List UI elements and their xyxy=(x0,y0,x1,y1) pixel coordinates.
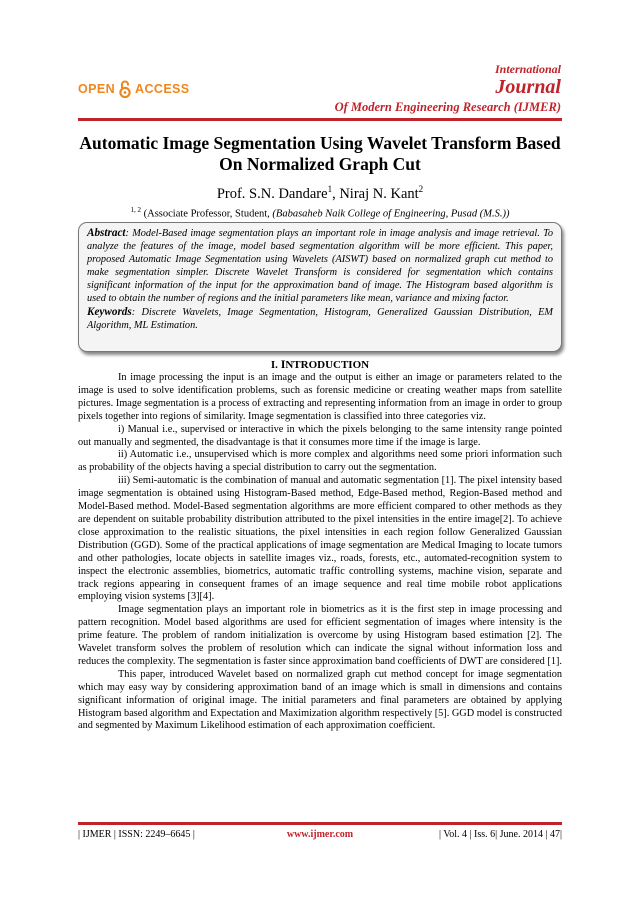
section-cap-letter: I xyxy=(280,357,286,371)
open-access-logo xyxy=(78,80,190,98)
author-1: Prof. S.N. Dandare xyxy=(216,185,328,202)
affiliation-roles: (Associate Professor, Student, xyxy=(143,208,273,220)
paragraph: i) Manual i.e., supervised or interactive in which the pixels belonging to the same intensity range pointed out manually and segmented, the disadvantage is that it consumes more time if the image is large. xyxy=(78,423,562,448)
abstract-label: Abstract xyxy=(87,227,126,239)
paragraph: iii) Semi-automatic is the combination of manual and automatic segmentation [1]. The pixel intensity based image segmentation is obtained using Histogram-Based method, Edge-Based method, Region-Based method and Model-Based method. Model-Based segmentation algorithms are more efficient compared to other methods as they are dependent on suitable probability distribution attributed to the pixel intensities in the entire image[2]. To achieve close approximation to the realistic situations, the pixel intensities in each region follow Generalized Gaussian Distribution (GGD). Some of the practical applications of image segmentation are Medical Imaging to locate tumors and other pathologies, locate objects in satellite images viz., roads, forests, etc., automated-recognition system to inspect the electronic assemblies, biometrics, automatic traffic controlling systems, machine vision, separate and track regions appearing in consequent frames of an image sequence and real time mobile robot applications employing vision systems [3][4]. xyxy=(78,475,562,603)
keywords xyxy=(87,306,553,333)
affiliation-sup: 1, 2 xyxy=(130,206,141,214)
journal-title-line1: International xyxy=(494,62,561,76)
journal-title-line3: Of Modern Engineering Research (IJMER) xyxy=(334,100,561,114)
affiliation-line xyxy=(78,206,562,220)
header-rule xyxy=(78,118,562,121)
section-heading-introduction xyxy=(78,357,562,372)
footer-issn: | IJMER | ISSN: 2249–6645 | xyxy=(78,829,195,840)
keywords-label: Keywords xyxy=(87,306,132,319)
paragraph: This paper, introduced Wavelet based on normalized graph cut method concept for image segmentation which may easy way by considering approximation band of an image which is small in dimensions and contains significant information of original image. The initial parameters and final parameters are obtained by applying Histogram based algorithm and Expectation and Maximization algorithm respectively [5]. GGD model is constructed and segmented by Maximum Likelihood estimation of each approximation coefficient. xyxy=(78,668,562,732)
author-2: Niraj N. Kant xyxy=(339,185,419,202)
introduction-body xyxy=(78,372,562,733)
abstract xyxy=(87,227,553,305)
section-number: I. xyxy=(270,359,278,371)
abstract-box xyxy=(78,222,562,352)
abstract-text: : Model-Based image segmentation plays an important role in image analysis and image retrieval. To analyze the features of the image, model based segmentation algorithm will be more efficient. This paper, proposed Automatic Image Segmentation using Wavelets (AISWT) based on normalized graph cut method to make segmentation simpler. Discrete Wavelet Transform is considered for segmentation which contains significant information of the input for the approximation band of image. The Histogram based algorithm is used to obtain the number of regions and the initial parameters like mean, variance and mixing factor. xyxy=(87,228,553,304)
paper-title: Automatic Image Segmentation Using Wavelet Transform Based On Normalized Graph Cut xyxy=(79,133,561,174)
page-footer xyxy=(78,829,562,843)
paragraph: ii) Automatic i.e., unsupervised which is more complex and algorithms need some priori information such as probability of the objects having a special distribution to carry out the segmentation. xyxy=(78,449,562,474)
open-access-lock-icon xyxy=(119,80,131,98)
author-line xyxy=(78,184,562,203)
paragraph: In image processing the input is an image and the output is either an image or parameters related to the image is used to solve identification problems, such as forensic medicine or creating weather maps from satellite pictures. Image segmentation is a process of extracting and representing information from an image in order to group pixels together into regions of similarity. Image segmentation is classified into three categories viz. xyxy=(78,372,562,422)
footer-volume-page: | Vol. 4 | Iss. 6| June. 2014 | 47| xyxy=(439,829,562,840)
access-label: ACCESS xyxy=(135,82,190,96)
author-separator: , xyxy=(332,185,340,202)
journal-title-line2: Journal xyxy=(495,76,561,98)
footer-website-link[interactable]: www.ijmer.com xyxy=(286,829,354,840)
affiliation-institution: (Babasaheb Naik College of Engineering, Pusad (M.S.)) xyxy=(272,208,510,220)
open-label: OPEN xyxy=(78,82,116,96)
paragraph: Image segmentation plays an important role in biometrics as it is the first step in image processing and pattern recognition. Model based algorithms are used for efficient segmentation of images where intensity is the prime feature. The problem of random initialization is overcome by using Histogram based estimation [2]. The Wavelet transform solves the problem of resolution which can indicate the signal without information loss and reduces the complexity. The segmentation is faster since approximation band coefficients of DWT are considered [1]. xyxy=(78,604,562,667)
author-1-sup: 1 xyxy=(327,184,333,194)
author-2-sup: 2 xyxy=(418,184,424,194)
section-title-rest: NTRODUCTION xyxy=(285,359,370,371)
keywords-text: : Discrete Wavelets, Image Segmentation, Histogram, Generalized Gaussian Distribution, EM Algorithm, ML Estimation. xyxy=(87,307,553,332)
footer-rule xyxy=(78,822,562,825)
